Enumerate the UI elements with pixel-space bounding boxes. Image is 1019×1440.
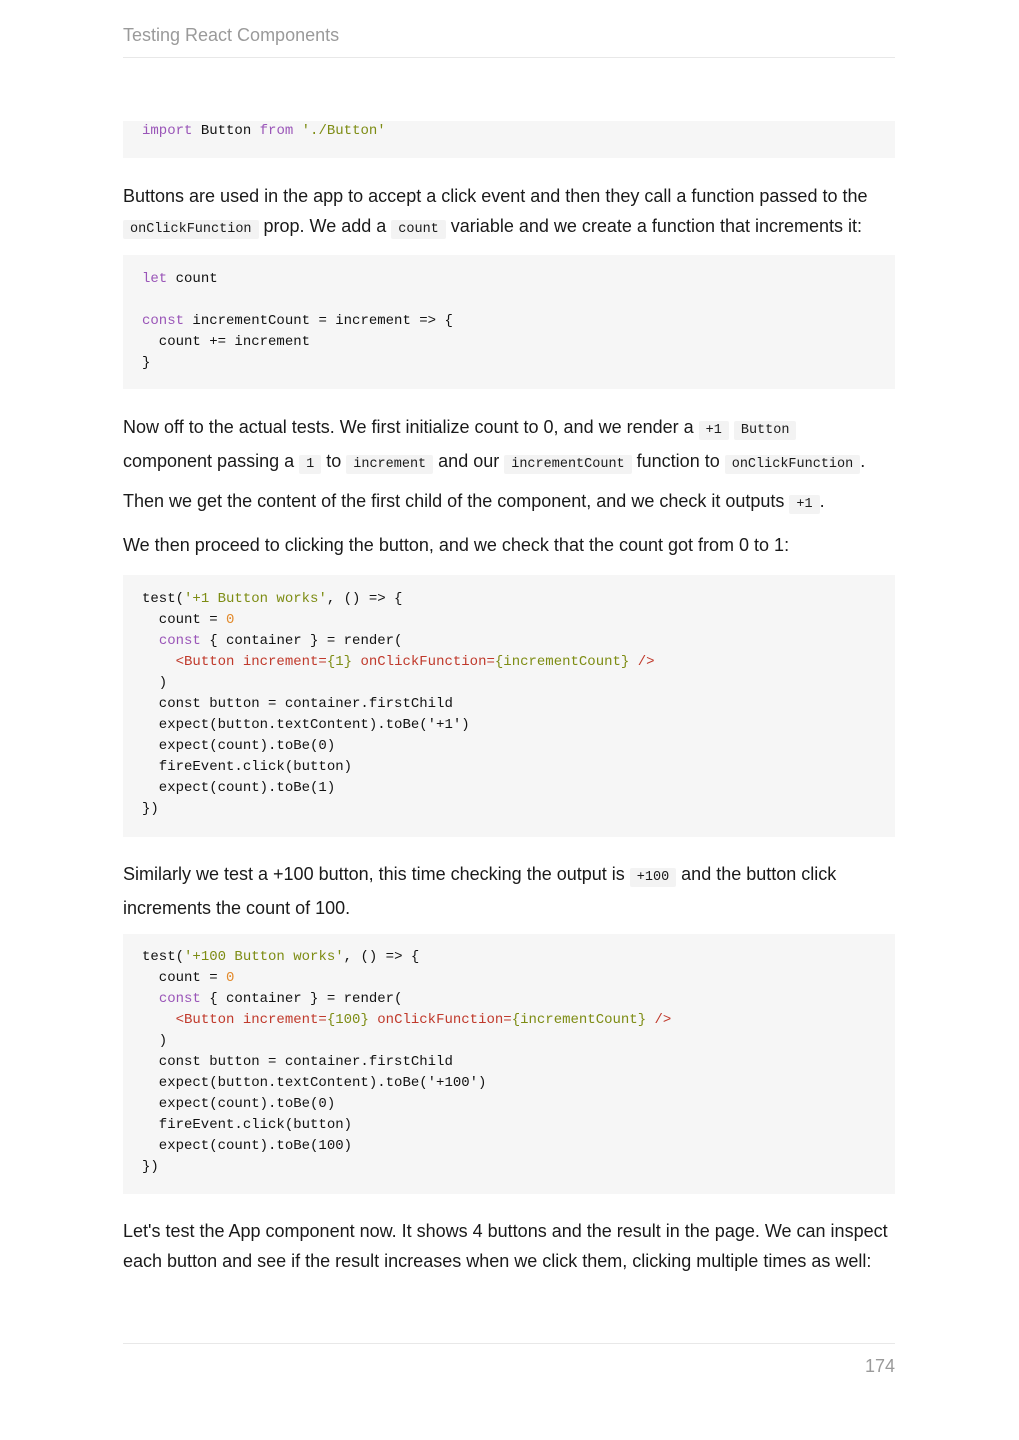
code-text (142, 633, 159, 649)
code-line: expect(button.textContent).toBe('+100') (142, 1075, 487, 1091)
code-keyword: const (142, 313, 185, 329)
code-string: {incrementCount} (511, 1012, 647, 1028)
code-line: ) (142, 675, 168, 691)
paragraph-text: to (321, 451, 347, 471)
code-tag: <Button increment= (175, 654, 327, 670)
paragraph-text: Similarly we test a +100 button, this time checking the output is (123, 864, 630, 884)
code-keyword: let (142, 271, 168, 287)
code-text: , () => { (326, 591, 403, 607)
paragraph-text: and the button click increments the count of 100. (123, 864, 837, 918)
paragraph-text: Then we get the content of the first child of the component, and we check it outputs (123, 491, 790, 511)
code-string: './Button' (301, 123, 386, 139)
code-line: expect(button.textContent).toBe('+1') (142, 717, 470, 733)
code-keyword: const (158, 633, 201, 649)
code-tag: <Button increment= (175, 1012, 327, 1028)
code-keyword: from (259, 123, 294, 139)
code-string: {1} (326, 654, 353, 670)
code-line: expect(count).toBe(100) (142, 1138, 353, 1154)
code-number: 0 (226, 612, 235, 628)
inline-code: Button (734, 421, 797, 440)
code-line: expect(count).toBe(1) (142, 780, 336, 796)
paragraph-text: and our (433, 451, 505, 471)
inline-code: +1 (789, 495, 819, 514)
paragraph-text: variable and we create a function that increments it: (445, 216, 863, 236)
inline-code: onClickFunction (123, 220, 259, 239)
paragraph-text: We then proceed to clicking the button, and we check that the count got from 0 to 1: (123, 535, 790, 555)
code-line: fireEvent.click(button) (142, 1117, 353, 1133)
paragraph-text: Now off to the actual tests. We first initialize count to 0, and we render a (123, 417, 699, 437)
code-text (293, 123, 301, 139)
code-line: count += increment (142, 334, 311, 350)
code-text: count = (142, 612, 227, 628)
code-text: test( (142, 949, 185, 965)
code-line: expect(count).toBe(0) (142, 738, 336, 754)
code-text: count (167, 271, 218, 287)
code-text: { container } = render( (200, 633, 403, 649)
paragraph-text: . (860, 451, 866, 471)
code-line: expect(count).toBe(0) (142, 1096, 336, 1112)
code-tag: onClickFunction= (352, 654, 495, 670)
code-block-import (123, 121, 895, 158)
paragraph-text: function to (631, 451, 725, 471)
code-string: {incrementCount} (494, 654, 630, 670)
inline-code: increment (346, 455, 433, 474)
code-text: { container } = render( (200, 991, 403, 1007)
code-text: count = (142, 970, 227, 986)
code-string: {100} (326, 1012, 369, 1028)
paragraph (123, 181, 895, 245)
paragraph-text: . (819, 491, 825, 511)
inline-code: 1 (299, 455, 321, 474)
paragraph-text: Let's test the App component now. It shows 4 buttons and the result in the page. We can inspect each button and see if the result increases when we click them, clicking multiple times as well: (123, 1221, 888, 1271)
code-block-test-plus100 (123, 934, 895, 1194)
running-footer (123, 1343, 895, 1377)
paragraph (123, 859, 895, 923)
inline-code: onClickFunction (725, 455, 861, 474)
code-line: }) (142, 801, 159, 817)
paragraph-text: component passing a (123, 451, 300, 471)
paragraph (123, 530, 895, 560)
code-text (142, 991, 159, 1007)
code-text: , () => { (343, 949, 420, 965)
paragraph (123, 1216, 895, 1276)
paragraph (123, 486, 895, 520)
code-block-test-plus1 (123, 575, 895, 837)
code-string: '+1 Button works' (184, 591, 327, 607)
inline-code: incrementCount (504, 455, 631, 474)
code-line: const button = container.firstChild (142, 1054, 453, 1070)
paragraph (123, 412, 895, 480)
inline-code: +1 (699, 421, 729, 440)
code-tag: onClickFunction= (368, 1012, 512, 1028)
code-string: '+100 Button works' (184, 949, 344, 965)
code-line: fireEvent.click(button) (142, 759, 353, 775)
code-line: } (142, 355, 151, 371)
inline-code: count (391, 220, 446, 239)
paragraph-text: Buttons are used in the app to accept a click event and then they call a function passed to the (123, 186, 868, 206)
code-text: incrementCount = increment => { (184, 313, 453, 329)
book-title: Testing React Components (123, 25, 340, 45)
code-text (142, 654, 176, 670)
code-keyword: import (142, 123, 193, 139)
code-text: Button (192, 123, 260, 139)
code-line: }) (142, 1159, 159, 1175)
code-number: 0 (226, 970, 235, 986)
code-line: ) (142, 1033, 168, 1049)
running-header (123, 22, 895, 58)
code-tag: /> (629, 654, 655, 670)
code-tag: /> (646, 1012, 672, 1028)
inline-code: +100 (630, 868, 676, 887)
page-number: 174 (864, 1356, 895, 1376)
paragraph-text: prop. We add a (258, 216, 392, 236)
code-keyword: const (158, 991, 201, 1007)
code-text: test( (142, 591, 185, 607)
code-text (142, 1012, 176, 1028)
code-line: const button = container.firstChild (142, 696, 453, 712)
code-block-increment (123, 255, 895, 389)
